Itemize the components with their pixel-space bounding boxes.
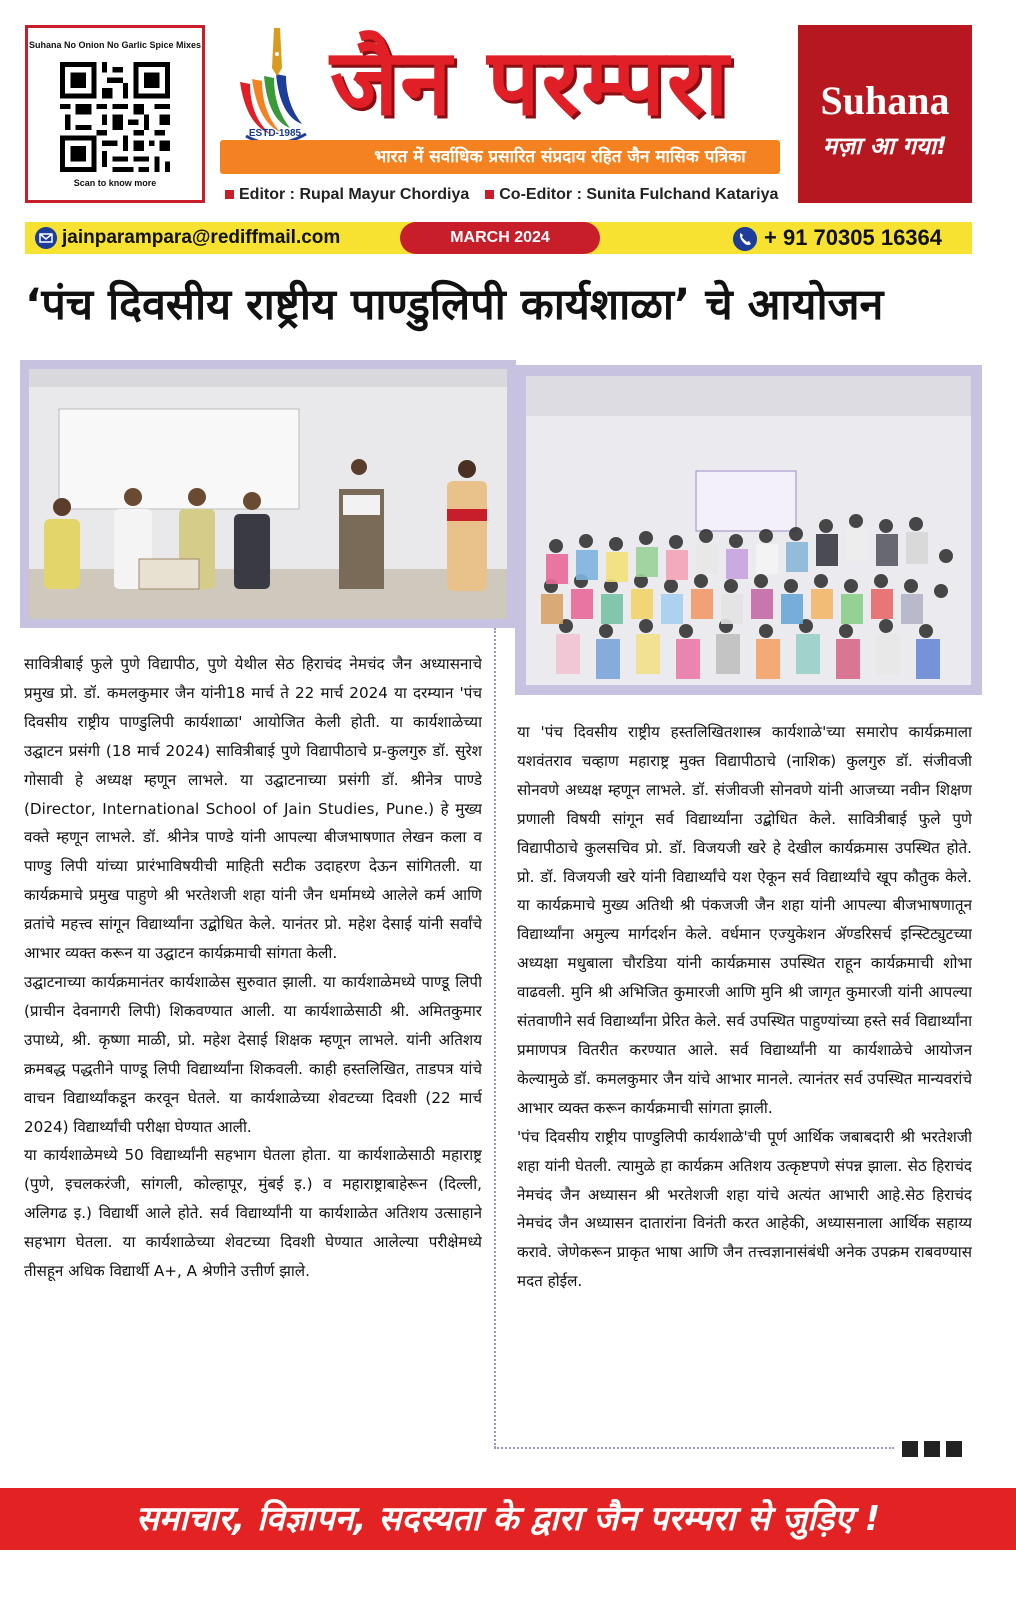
footer-banner: समाचार, विज्ञापन, सदस्यता के द्वारा जैन परम्परा से जुड़िए ! (0, 1488, 1016, 1550)
contact-email-link[interactable]: jainparampara@rediffmail.com (62, 227, 341, 248)
group-photo (526, 376, 971, 685)
issue-date-badge: MARCH 2024 (400, 222, 600, 254)
contact-phone-link[interactable]: + 91 70305 16364 (764, 225, 943, 250)
article-paragraph: उद्घाटनाच्या कार्यक्रमानंतर कार्यशाळेस सुरुवात झाली. या कार्यशाळेमध्ये पाण्डू लिपी (प्राचीन देवनागरी लिपी) शिकवण्यात आली. या कार्यशाळेसाठी श्री. अमितकुमार उपाध्ये, श्री. कृष्णा माळी, प्रो. महेश देसाई शिक्षक म्हणून लाभले. यांनी अतिशय क्रमबद्ध पद्धतीने पाण्डू लिपी विद्यार्थ्यांना शिकवली. काही हस्तलिखित, ताडपत्र यांचे वाचन विद्यार्थ्यांकडून करवून घेतले. या कार्यशाळेच्या शेवटच्या दिवशी (22 मार्च 2024) विद्यार्थ्यांची परीक्षा घेण्यात आली. (24, 972, 482, 1136)
article-left-column (24, 650, 482, 1440)
estd-label: ESTD-1985 (248, 128, 302, 139)
end-square-icon (902, 1441, 918, 1457)
editor-credits (225, 186, 790, 212)
bullet-square-icon (225, 190, 234, 199)
inauguration-stage-photo (29, 369, 507, 619)
masthead-tagline: भारत में सर्वाधिक प्रसारित संप्रदाय रहित जैन मासिक पत्रिका (374, 147, 746, 167)
mail-icon (35, 227, 57, 249)
end-square-icon (946, 1441, 962, 1457)
column-divider (494, 628, 496, 1448)
co-editor-name: Co-Editor : Sunita Fulchand Katariya (499, 186, 779, 203)
qr-code-panel (25, 25, 205, 203)
qr-code-icon[interactable] (60, 62, 170, 172)
sponsor-banner[interactable] (798, 25, 972, 203)
article-paragraph: 'पंच दिवसीय राष्ट्रीय पाण्डुलिपी कार्यशाळे'ची पूर्ण आर्थिक जबाबदारी श्री भरतेशजी शहा यांनी घेतली. त्यामुळे हा कार्यक्रम अतिशय उत्कृष्टपणे संपन्न झाला. सेठ हिराचंद नेमचंद जैन अध्यासन श्री भरतेशजी शहा यांचे अत्यंत आभारी आहे.सेठ हिराचंद नेमचंद जैन अध्यासन दातारांना विनंती करत आहेकी, अध्यासनाला आर्थिक सहाय्य करावे. जेणेकरून प्राकृत भाषा आणि जैन तत्त्वज्ञानासंबंधी अनेक उपक्रम राबवण्यास मदत होईल. (517, 1127, 972, 1291)
bullet-square-icon (485, 190, 494, 199)
article-headline: ‘पंच दिवसीय राष्ट्रीय पाण्डुलिपी कार्यशाळा’ चे आयोजन (25, 280, 884, 330)
column-bottom-divider (494, 1447, 894, 1449)
qr-title: Suhana No Onion No Garlic Spice Mixes (28, 40, 202, 50)
article-paragraph: या 'पंच दिवसीय राष्ट्रीय हस्तलिखितशास्त्र कार्यशाळे'च्या समारोप कार्यक्रमाला यशवंतराव चव्हाण महाराष्ट्र मुक्त विद्यापीठाचे (नाशिक) कुलगुरु डॉ. संजीवजी सोनवणे अध्यक्ष म्हणून लाभले. डॉ. संजीवजी सोनवणे यांनी आजच्या नवीन शिक्षण प्रणाली विषयी सांगून सर्व विद्यार्थ्यांना उद्बोधित केले. सावित्रीबाई फुले पुणे विद्यापीठाचे कुलसचिव प्रो. डॉ. विजयजी खरे हे देखील कार्यक्रमास उपस्थित होते. प्रो. डॉ. विजयजी खरे यांनी विद्यार्थ्यांचे यश ऐकून सर्व विद्यार्थ्यांचे खूप कौतुक केले. या कार्यक्रमाचे मुख्य अतिथी श्री पंकजजी जैन शहा यांनी आपल्या बीजभाषणातून विद्यार्थ्यांना अमुल्य मार्गदर्शन केले. वर्धमान एज्युकेशन ॲण्डरिसर्च इन्स्टिट्युटच्या अध्यक्षा मधुबाला चौरडिया यांनी कार्यक्रमास उपस्थित राहून कार्यक्रमाची शोभा वाढवली. मुनि श्री अभिजित कुमारजी आणि मुनि श्री जागृत कुमारजी यांनी आपल्या संतवाणीने सर्व विद्यार्थ्यांना प्रेरित केले. सर्व उपस्थित पाहुण्यांच्या हस्ते सर्व विद्यार्थ्यांना प्रमाणपत्र वितरीत करण्यात आले. सर्व विद्यार्थ्यांनी या कार्यशाळेचे आयोजन केल्यामुळे डॉ. कमलकुमार जैन यांचे आभार मानले. त्यानंतर सर्व उपस्थित मान्यवरांचे आभार व्यक्त करून कार्यक्रमाची सांगता झाली. (517, 723, 972, 1117)
article-paragraph: सावित्रीबाई फुले पुणे विद्यापीठ, पुणे येथील सेठ हिराचंद नेमचंद जैन अध्यासनाचे प्रमुख प्रो. डॉ. कमलकुमार जैन यांनी18 मार्च ते 22 मार्च 2024 या दरम्यान 'पंच दिवसीय राष्ट्रीय पाण्डुलिपी कार्यशाळा' आयोजित केली होती. या कार्यशाळेच्या उद्घाटन प्रसंगी (18 मार्च 2024) सावित्रीबाई पुणे विद्यापीठाचे प्र-कुलगुरु डॉ. सुरेश गोसावी हे अध्यक्ष म्हणून लाभले. या उद्घाटनाच्या प्रसंगी डॉ. श्रीनेत्र पाण्डे (Director, International School of Jain Studies, Pune.) हे मुख्य वक्ते म्हणून लाभले. डॉ. श्रीनेत्र पाण्डे यांनी आपल्या बीजभाषणात लेखन कला व पाण्डु लिपी यांच्या प्रारंभाविषयीची माहिती सटीक उदाहरण देऊन सांगितली. या कार्यक्रमाचे प्रमुख पाहुणे श्री भरतेशजी शहा यांनी जैन धर्मामध्ये आलेले कर्म आणि व्रतांचे महत्त्व सांगून विद्यार्थ्यांना उद्बोधित केले. यानंतर प्रो. महेश देसाई यांनी सर्वांचे आभार व्यक्त करून या उद्घाटन कार्यक्रमाची सांगता केली. (24, 655, 482, 963)
article-paragraph: या कार्यशाळेमध्ये 50 विद्यार्थ्यांनी सहभाग घेतला होता. या कार्यशाळेसाठी महाराष्ट्र (पुणे, इचलकरंजी, सांगली, कोल्हापूर, मुंबई इ.) व महाराष्ट्राबाहेरून (दिल्ली, अलिगढ इ.) विद्यार्थी आले होते. सर्व विद्यार्थ्यांनी या कार्यशाळेत अतिशय उत्साहाने सहभाग घेतला. या कार्यशाळेच्या शेवटच्या दिवशी घेण्यात आलेल्या परीक्षेमध्ये तीसहून अधिक विद्यार्थी A+, A श्रेणीने उत्तीर्ण झाले. (24, 1146, 482, 1281)
masthead-title: जैन परम्परा (330, 29, 731, 136)
end-square-icon (924, 1441, 940, 1457)
phone-icon (733, 227, 757, 251)
qr-caption: Scan to know more (73, 178, 157, 188)
article-right-column (517, 718, 972, 1428)
editor-name: Editor : Rupal Mayur Chordiya (239, 186, 470, 203)
sponsor-name: Suhana (820, 78, 950, 123)
end-of-article-mark (902, 1441, 972, 1457)
sponsor-tagline: मज़ा आ गया! (822, 132, 948, 160)
